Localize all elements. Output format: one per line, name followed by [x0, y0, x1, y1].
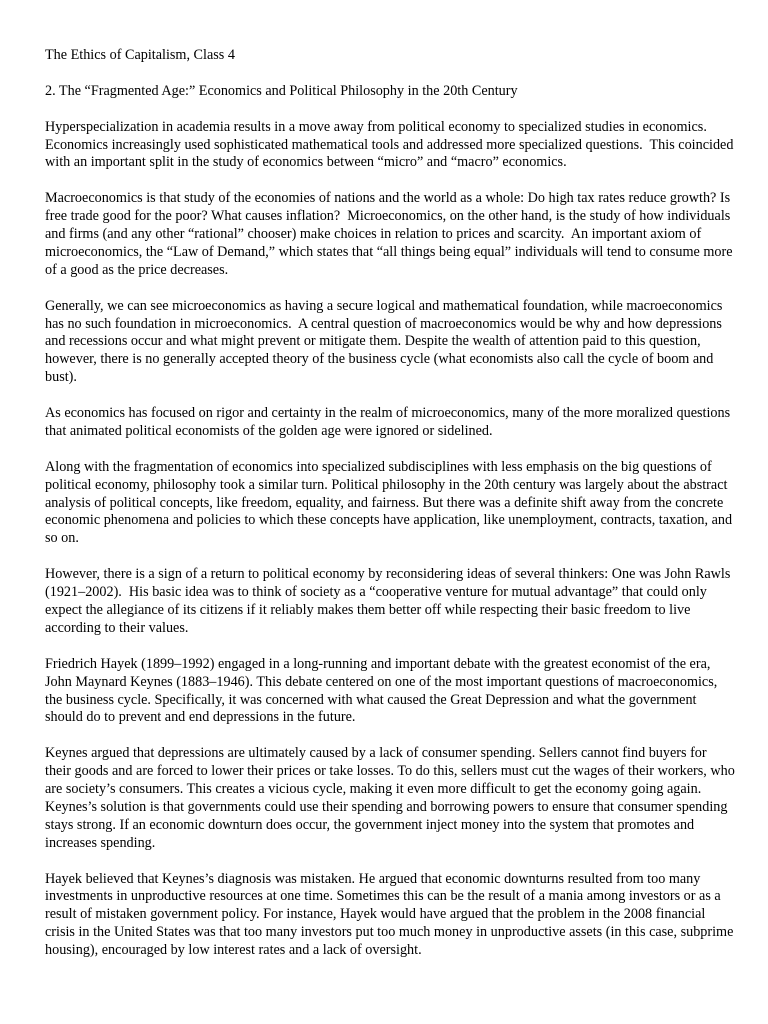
section-heading: 2. The “Fragmented Age:” Economics and Political Philosophy in the 20th Century — [45, 82, 518, 99]
paragraph-hayek-keynes: Friedrich Hayek (1899–1992) engaged in a long-running and important debate with the greatest economist of the era, John Maynard Keynes (1883–1946). This debate centered on one of the most important questions of macroeconomics, the business cycle. Specifically, it was concerned with what caused the Great Depression and what the government should do to prevent and end depressions in the future. — [45, 655, 721, 726]
paragraph-keynes: Keynes argued that depressions are ultimately caused by a lack of consumer spending. Sellers cannot find buyers for their goods and are forced to lower their prices or take losses. To do this, sellers must cut the wages of their workers, who are society’s consumers. This creates a vicious cycle, making it even more difficult to get the economy going again. Keynes’s solution is that governments could use their spending and borrowing powers to ensure that consumer spending stays strong. If an economic downturn does occur, the government inject money into the system that promotes and increases spending. — [45, 745, 739, 851]
paragraph-rigor: As economics has focused on rigor and certainty in the realm of microeconomics, many of the more moralized questions that animated political economists of the golden age were ignored or sidelined. — [45, 405, 734, 439]
document-page — [45, 47, 739, 978]
paragraph-hyperspecialization: Hyperspecialization in academia results in a move away from political economy to specialized studies in economics. Economics increasingly used sophisticated mathematical tools and addressed more specialized questions. This coincided with an important split in the study of economics between “micro” and “macro” economics. — [45, 118, 737, 171]
paragraph-fragmentation: Along with the fragmentation of economics into specialized subdisciplines with less emphasis on the big questions of political economy, philosophy took a similar turn. Political philosophy in the 20th century was largely about the abstract analysis of political concepts, like freedom, equality, and fairness. But there was a definite shift away from the concrete economic phenomena and policies to which these concepts have application, like unemployment, contracts, taxation, and so on. — [45, 458, 736, 547]
paragraph-rawls: However, there is a sign of a return to political economy by reconsidering ideas of several thinkers: One was John Rawls (1921–2002). His basic idea was to think of society as a “cooperative venture for mutual advantage” that could only expect the allegiance of its citizens if it reliably makes them better off while respecting their basic freedom to live according to their values. — [45, 566, 734, 636]
course-title: The Ethics of Capitalism, Class 4 — [45, 47, 235, 63]
paragraph-macroeconomics: Macroeconomics is that study of the economies of nations and the world as a whole: Do high tax rates reduce growth? Is free trade good for the poor? What causes inflation? Microeconomics, on the other hand, is the study of how individuals and firms (and any other “rational” chooser) make choices in relation to prices and scarcity. An important axiom of microeconomics, the “Law of Demand,” which states that “all things being equal” individuals will tend to consume more of a good as the price decreases. — [45, 190, 737, 278]
paragraph-foundations: Generally, we can see microeconomics as having a secure logical and mathematical foundation, while macroeconomics has no such foundation in microeconomics. A central question of macroeconomics would be why and how depressions and recessions occur and what might prevent or mitigate them. Despite the wealth of attention paid to this question, however, there is no generally accepted theory of the business cycle (what economists also call the cycle of boom and bust). — [45, 297, 726, 386]
paragraph-hayek: Hayek believed that Keynes’s diagnosis was mistaken. He argued that economic downturns resulted from too many investments in unproductive resources at one time. Sometimes this can be the result of a mania among investors or as a result of mistaken government policy. For instance, Hayek would have argued that the problem in the 2008 financial crisis in the United States was that too many investors put too much money in unproductive assets (in this case, subprime housing), encouraged by low interest rates and a lack of oversight. — [45, 870, 737, 959]
